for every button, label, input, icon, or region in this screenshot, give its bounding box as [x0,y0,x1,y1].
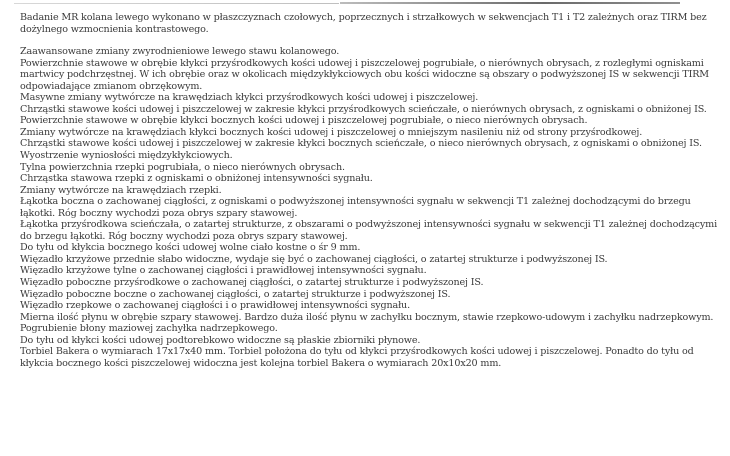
finding: Chrząstki stawowe kości udowej i piszczelowej w zakresie kłykci przyśrodkowych scieńczałe, o nierównych obrysach, z ogniskami o obniżonej IS. [20,103,707,115]
finding: Do tyłu od kłykci kości udowej podtorebkowo widoczne są płaskie zbiorniki płynowe. [20,334,421,346]
top-rule-right [340,2,680,4]
finding: Więzadło poboczne boczne o zachowanej ciągłości, o zatartej strukturze i podwyższonej IS. [20,288,451,300]
report-intro: Badanie MR kolana lewego wykonano w płaszczyznach czołowych, poprzecznych i strzałkowych w sekwencjach T1 i T2 zależnych oraz TIRM bez dożylnego wzmocnienia kontrastowego. [20,12,707,35]
finding: Pogrubienie błony maziowej zachyłka nadrzepkowego. [20,323,278,335]
finding: Powierzchnie stawowe w obrębie kłykci przyśrodkowych kości udowej i piszczelowej pogrubiałe, o nierównych obrysach, z rozległymi ogniskami martwicy podchrzęstnej. W ich obrębie oraz w okolicach międzykłykciowych obu kości widoczne są obszary o podwyższonej IS w sekwencji TIRM odpowiadające zmianom obrzękowym. [20,57,709,92]
finding: Łąkotka przyśrodkowa scieńczała, o zatartej strukturze, z obszarami o podwyższonej intensywności sygnału w sekwencji T1 zależnej dochodzącymi do brzegu łąkotki. Róg boczny wychodzi poza obrys szpary stawowej. [20,219,718,242]
finding: Więzadło krzyżowe przednie słabo widoczne, wydaje się być o zachowanej ciągłości, o zatartej strukturze i podwyższonej IS. [20,253,608,265]
finding: Zmiany wytwórcze na krawędziach kłykci bocznych kości udowej i piszczelowej o mniejszym nasileniu niż od strony przyśrodkowej. [20,126,643,138]
mri-report [20,12,720,369]
finding: Mierna ilość płynu w obrębie szpary stawowej. Bardzo duża ilość płynu w zachyłku bocznym, stawie rzepkowo-udowym i zachyłku nadrzepkowym. [20,311,714,323]
findings-list [20,46,720,369]
finding: Do tyłu od kłykcia bocznego kości udowej wolne ciało kostne o śr 9 mm. [20,242,361,254]
finding: Więzadło krzyżowe tylne o zachowanej ciągłości i prawidłowej intensywności sygnału. [20,265,427,277]
finding: Torbiel Bakera o wymiarach 17x17x40 mm. Torbiel położona do tyłu od kłykci przyśrodkowych kości udowej i piszczelowej. Ponadto do tyłu od kłykcia bocznego kości piszczelowej widoczna jest kolejna torbiel Bakera o wymiarach 20x10x20 mm. [20,346,694,369]
finding: Wyostrzenie wyniosłości międzykłykciowych. [20,150,233,162]
finding: Chrząstka stawowa rzepki z ogniskami o obniżonej intensywności sygnału. [20,173,373,185]
finding: Tylna powierzchnia rzepki pogrubiała, o nieco nierównych obrysach. [20,161,345,173]
finding: Masywne zmiany wytwórcze na krawędziach kłykci przyśrodkowych kości udowej i piszczelowej. [20,92,479,104]
finding: Zaawansowane zmiany zwyrodnieniowe lewego stawu kolanowego. [20,46,340,58]
finding: Powierzchnie stawowe w obrębie kłykci bocznych kości udowej i piszczelowej pogrubiałe, o nieco nierównych obrysach. [20,115,588,127]
top-rule-left [14,3,339,4]
finding: Łąkotka boczna o zachowanej ciągłości, z ogniskami o podwyższonej intensywności sygnału w sekwencji T1 zależnej dochodzącymi do brzegu łąkotki. Róg boczny wychodzi poza obrys szpary stawowej. [20,196,691,219]
finding: Chrząstki stawowe kości udowej i piszczelowej w zakresie kłykci bocznych scieńczałe, o nieco nierównych obrysach, z ogniskami o obniżonej IS. [20,138,702,150]
finding: Więzadło rzepkowe o zachowanej ciągłości i o prawidłowej intensywności sygnału. [20,300,410,312]
finding: Zmiany wytwórcze na krawędziach rzepki. [20,184,222,196]
finding: Więzadło poboczne przyśrodkowe o zachowanej ciągłości, o zatartej strukturze i podwyższonej IS. [20,277,484,289]
